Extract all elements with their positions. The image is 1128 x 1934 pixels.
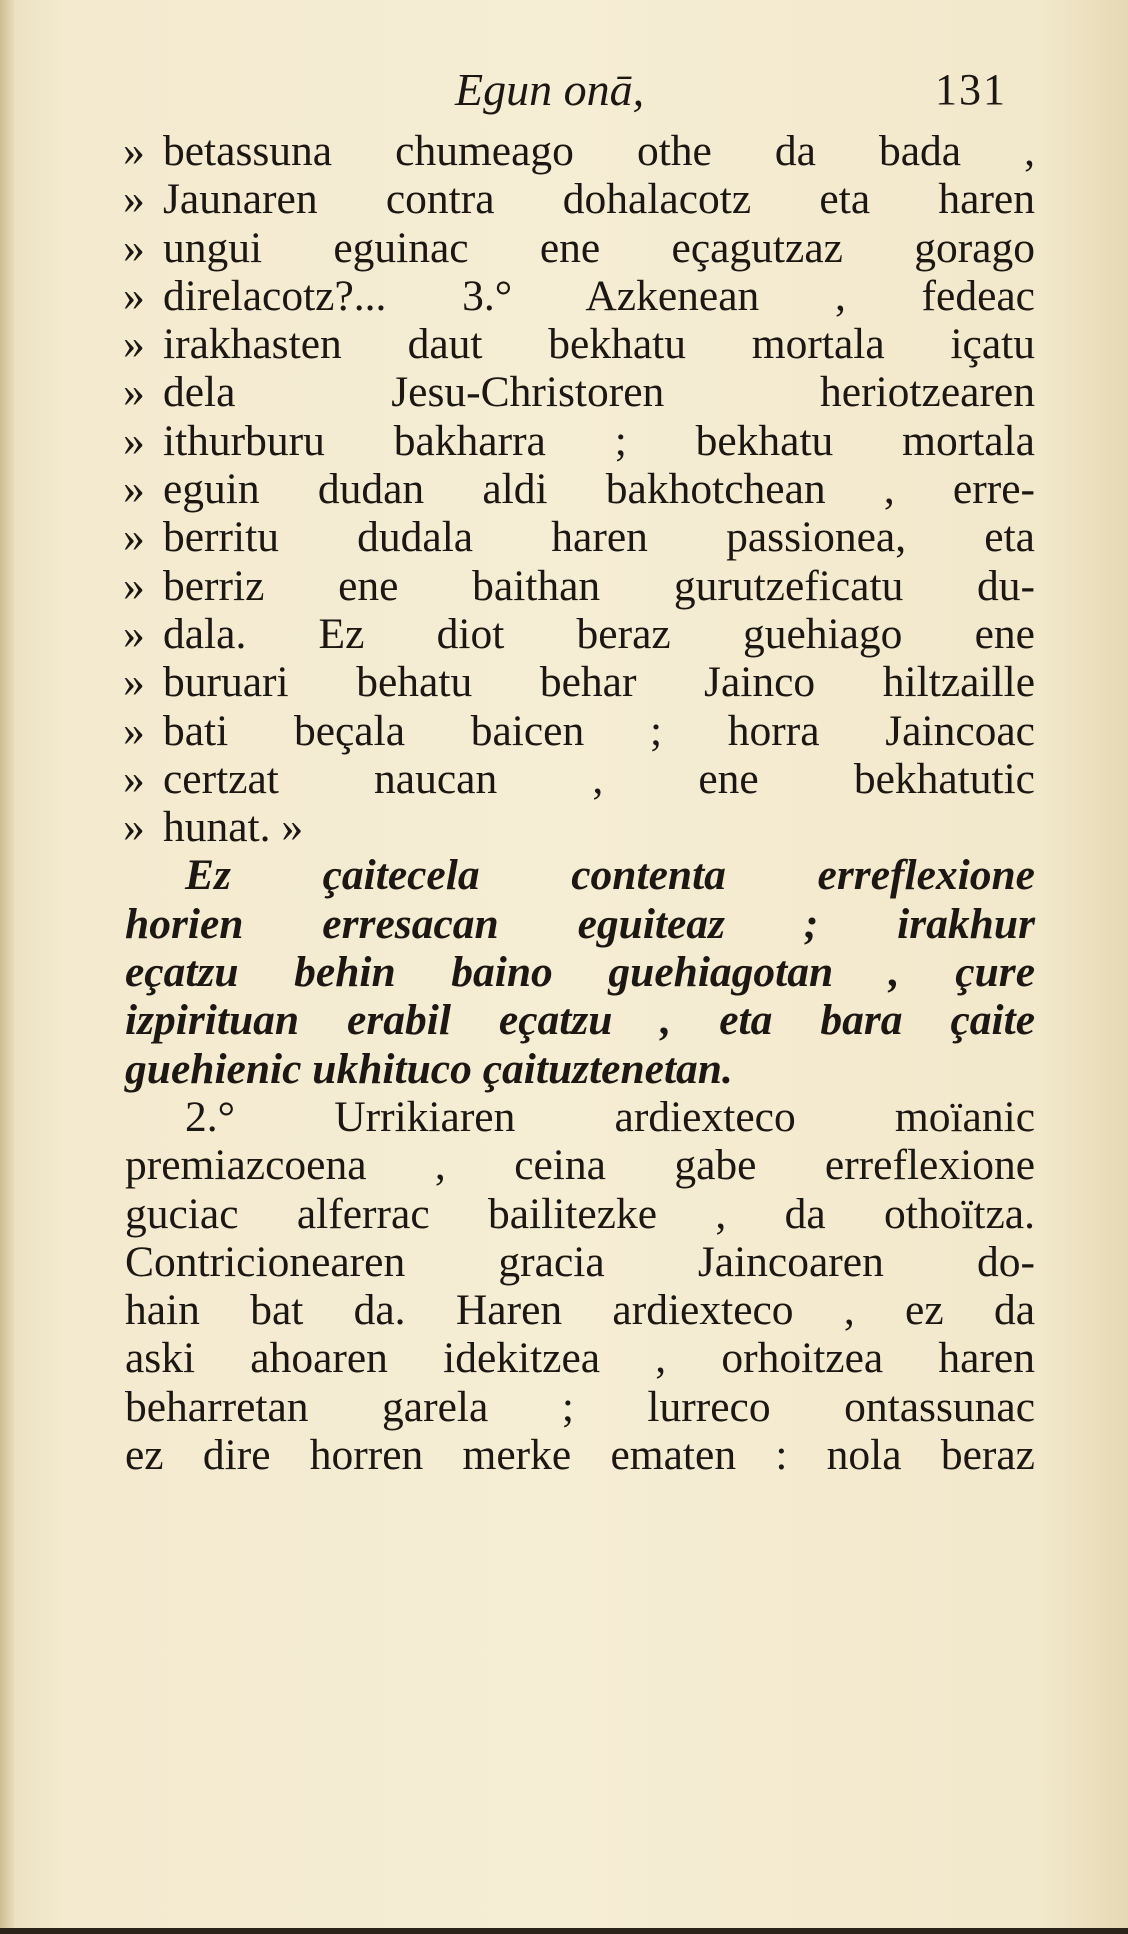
quoted-line [125,755,1035,803]
italic-line: guehienic ukhituco çaituztenetan. [125,1044,733,1093]
italic-line: eçatzu behin baino guehiagotan , çure [125,948,1035,997]
quote-mark: » [123,803,145,852]
quote-mark: » [123,609,145,658]
quoted-line [125,368,1035,416]
binding-edge [0,0,14,1934]
body-line: premiazcoena , ceina gabe erreflexione [125,1141,1035,1190]
quote-mark: » [123,223,145,272]
quoted-line-text: bati beçala baicen ; horra Jaincoac [163,706,1035,755]
body-line: Contricionearen gracia Jaincoaren do- [125,1237,1035,1286]
quoted-line [125,658,1035,706]
quote-mark: » [123,320,145,369]
quote-mark: » [123,513,145,562]
running-head [0,60,1128,120]
body-line: beharretan garela ; lurreco ontassunac [125,1382,1035,1431]
body-line: ez dire horren merke ematen : nola beraz [125,1431,1035,1480]
quoted-line [125,562,1035,610]
quoted-line-text: berritu dudala haren passionea, eta [163,513,1035,562]
quoted-line [125,175,1035,223]
quote-mark: » [123,271,145,320]
text-block [125,127,1035,1479]
quoted-line [125,320,1035,368]
quoted-line [125,465,1035,513]
quoted-line [125,803,1035,851]
italic-line: izpirituan erabil eçatzu , eta bara çaite [125,996,1035,1045]
quoted-line [125,224,1035,272]
quote-mark: » [123,561,145,610]
quoted-line-text: irakhasten daut bekhatu mortala içatu [163,320,1035,369]
italic-line: horien erresacan eguiteaz ; irakhur [125,899,1035,948]
body-line: aski ahoaren idekitzea , orhoitzea haren [125,1334,1035,1383]
body-paragraph [125,1093,1035,1479]
body-line: hain bat da. Haren ardiexteco , ez da [125,1286,1035,1335]
quoted-passage [125,127,1035,851]
body-line: guciac alferrac bailitezke , da othoïtza. [125,1189,1035,1238]
page-bottom-edge [0,1928,1128,1934]
quote-mark: » [123,127,145,175]
quoted-line-text: betassuna chumeago othe da bada , [163,127,1035,175]
quoted-line-text: Jaunaren contra dohalacotz eta haren [163,175,1035,224]
quoted-line-text: dala. Ez diot beraz guehiago ene [163,609,1035,658]
quoted-line-text: dela Jesu-Christoren heriotzearen [163,368,1035,417]
quoted-line-text: certzat naucan , ene bekhatutic [163,754,1035,803]
quote-mark: » [123,754,145,803]
quote-mark: » [123,658,145,707]
italic-line: Ez çaitecela contenta erreflexione [185,851,1035,900]
quoted-line [125,610,1035,658]
body-line: 2.° Urrikiaren ardiexteco moïanic [185,1092,1035,1141]
quoted-line-text: hunat. » [163,803,304,852]
quoted-line [125,707,1035,755]
quote-mark: » [123,368,145,417]
quoted-line [125,417,1035,465]
quote-mark: » [123,465,145,514]
quote-mark: » [123,175,145,224]
running-title: Egun onā, [455,64,645,115]
quoted-line-text: buruari behatu behar Jainco hiltzaille [163,658,1035,707]
quoted-line-text: eguin dudan aldi bakhotchean , erre- [163,465,1035,514]
quoted-line [125,513,1035,561]
quoted-line-text: ithurburu bakharra ; bekhatu mortala [163,416,1035,465]
quoted-line [125,272,1035,320]
quoted-line-text: ungui eguinac ene eçagutzaz gorago [163,223,1035,272]
page-number: 131 [935,65,1007,114]
quote-mark: » [123,416,145,465]
quoted-line [125,127,1035,175]
italic-paragraph [125,851,1035,1092]
quote-mark: » [123,706,145,755]
quoted-line-text: berriz ene baithan gurutzeficatu du- [163,561,1035,610]
quoted-line-text: direlacotz?... 3.° Azkenean , fedeac [163,271,1035,320]
